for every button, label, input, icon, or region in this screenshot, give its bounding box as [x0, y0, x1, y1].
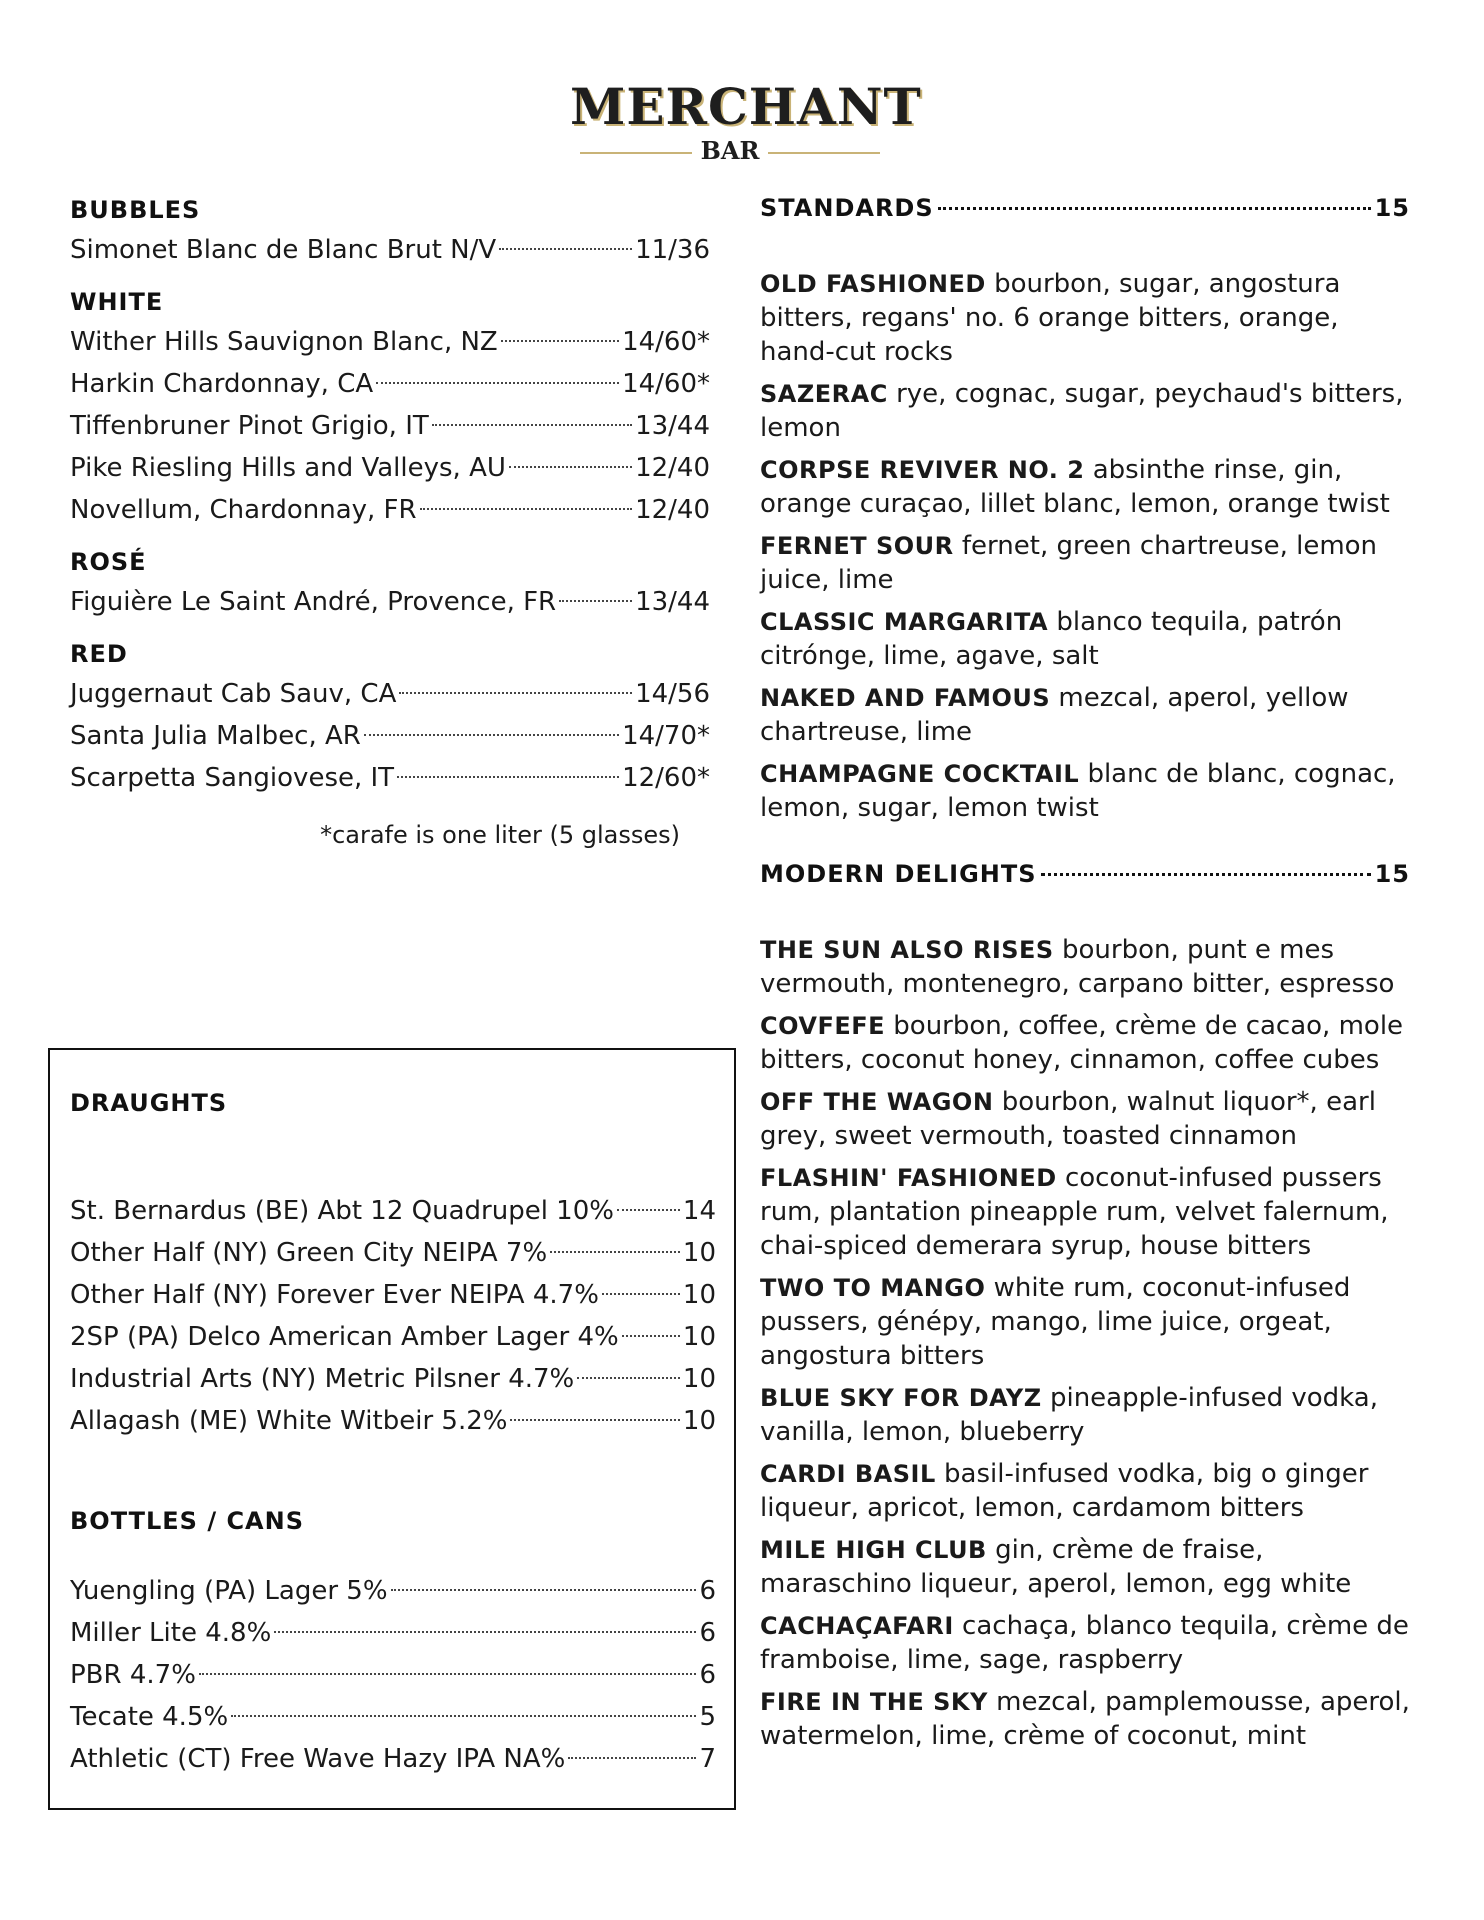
cocktail-item — [760, 377, 1410, 445]
cocktail-desc: bourbon, punt e mes vermouth, montenegro, carpano bitter, espresso — [760, 935, 1395, 999]
item-price: 12/40 — [635, 453, 710, 483]
category-price: 15 — [1374, 194, 1410, 222]
logo-sub — [570, 136, 890, 166]
dot-leader — [499, 248, 632, 250]
cocktail-item — [760, 453, 1410, 521]
cocktail-name: CHAMPAGNE COCKTAIL — [760, 760, 1080, 788]
cocktail-desc: mezcal, aperol, yellow chartreuse, lime — [760, 683, 1349, 747]
dot-leader — [501, 340, 619, 342]
cocktail-item — [760, 933, 1410, 1001]
menu-line — [70, 1190, 716, 1232]
item-price: 10 — [682, 1322, 716, 1352]
menu-line — [70, 757, 710, 799]
item-price: 5 — [699, 1702, 716, 1732]
carafe-note: *carafe is one liter (5 glasses) — [320, 821, 680, 849]
item-price: 6 — [699, 1576, 716, 1606]
menu-line — [70, 363, 710, 405]
menu-line — [70, 581, 710, 623]
dot-leader — [622, 1335, 680, 1337]
cocktail-desc: absinthe rinse, gin, orange curaçao, lillet blanc, lemon, orange twist — [760, 455, 1390, 519]
item-price: 6 — [699, 1618, 716, 1648]
cocktail-name: FERNET SOUR — [760, 532, 954, 560]
cocktail-item — [760, 1161, 1410, 1263]
item-name: Santa Julia Malbec, AR — [70, 721, 361, 751]
wine-section-red — [70, 639, 710, 799]
cocktail-desc: bourbon, sugar, angostura bitters, regans' no. 6 orange bitters, orange, hand-cut rocks — [760, 269, 1341, 367]
cocktail-list — [760, 193, 1410, 1761]
item-name: Other Half (NY) Green City NEIPA 7% — [70, 1238, 548, 1268]
category-price: 15 — [1374, 860, 1410, 888]
item-price: 12/60* — [622, 763, 710, 793]
item-name: Yuengling (PA) Lager 5% — [70, 1576, 388, 1606]
dot-leader — [550, 1251, 680, 1253]
item-name: Pike Riesling Hills and Valleys, AU — [70, 453, 506, 483]
cocktail-item — [760, 1457, 1410, 1525]
dot-leader — [602, 1293, 680, 1295]
menu-line — [70, 229, 710, 271]
item-name: Novellum, Chardonnay, FR — [70, 495, 417, 525]
cocktail-item — [760, 1085, 1410, 1153]
item-name: Scarpetta Sangiovese, IT — [70, 763, 395, 793]
menu-line — [70, 1612, 716, 1654]
item-name: Allagash (ME) White Witbeir 5.2% — [70, 1406, 508, 1436]
item-price: 14/60* — [622, 327, 710, 357]
dot-leader — [559, 600, 632, 602]
dot-leader — [938, 207, 1371, 210]
cocktail-name: CLASSIC MARGARITA — [760, 608, 1049, 636]
cocktail-desc: blanco tequila, patrón citrónge, lime, agave, salt — [760, 607, 1343, 671]
dot-leader — [397, 776, 619, 778]
item-name: Industrial Arts (NY) Metric Pilsner 4.7% — [70, 1364, 575, 1394]
cocktail-item — [760, 605, 1410, 673]
cocktail-name: BLUE SKY FOR DAYZ — [760, 1384, 1042, 1412]
dot-leader — [391, 1589, 697, 1591]
item-price: 10 — [682, 1364, 716, 1394]
item-name: Tiffenbruner Pinot Grigio, IT — [70, 411, 429, 441]
cocktail-item — [760, 267, 1410, 369]
item-price: 13/44 — [635, 587, 710, 617]
item-name: Miller Lite 4.8% — [70, 1618, 272, 1648]
cocktail-desc: fernet, green chartreuse, lemon juice, lime — [760, 531, 1378, 595]
cocktail-desc: blanc de blanc, cognac, lemon, sugar, lemon twist — [760, 759, 1396, 823]
cocktail-name: CARDI BASIL — [760, 1460, 936, 1488]
bottles-heading: BOTTLES / CANS — [70, 1507, 304, 1535]
cocktail-name: MILE HIGH CLUB — [760, 1536, 987, 1564]
cocktail-desc: gin, crème de fraise, maraschino liqueur, aperol, lemon, egg white — [760, 1535, 1352, 1599]
cocktail-desc: cachaça, blanco tequila, crème de framboise, lime, sage, raspberry — [760, 1611, 1409, 1675]
item-name: Tecate 4.5% — [70, 1702, 229, 1732]
cocktail-desc: white rum, coconut-infused pussers, génépy, mango, lime juice, orgeat, angostura bitters — [760, 1273, 1351, 1371]
wine-section-rose — [70, 547, 710, 623]
logo-subtitle: BAR — [700, 136, 760, 165]
item-price: 10 — [682, 1406, 716, 1436]
dot-leader — [432, 424, 632, 426]
logo-title: MERCHANT — [570, 77, 922, 136]
cocktail-item — [760, 1533, 1410, 1601]
dot-leader — [577, 1377, 680, 1379]
item-name: Athletic (CT) Free Wave Hazy IPA NA% — [70, 1744, 566, 1774]
standards-heading — [760, 193, 1410, 223]
menu-line — [70, 1400, 716, 1442]
cocktail-desc: bourbon, coffee, crème de cacao, mole bitters, coconut honey, cinnamon, coffee cubes — [760, 1011, 1404, 1075]
cocktail-item — [760, 1381, 1410, 1449]
dot-leader — [399, 692, 632, 694]
wine-list — [70, 195, 710, 855]
menu-line — [70, 1232, 716, 1274]
dot-leader — [420, 508, 633, 510]
item-name: Other Half (NY) Forever Ever NEIPA 4.7% — [70, 1280, 599, 1310]
item-price: 10 — [682, 1238, 716, 1268]
section-heading: RED — [70, 640, 128, 668]
cocktail-item — [760, 757, 1410, 825]
menu-line — [70, 489, 710, 531]
item-price: 12/40 — [635, 495, 710, 525]
item-price: 11/36 — [635, 235, 710, 265]
modern-heading — [760, 859, 1410, 889]
cocktail-desc: coconut-infused pussers rum, plantation pineapple rum, velvet falernum, chai-spiced demerara syrup, house bitters — [760, 1163, 1389, 1261]
menu-line — [70, 1654, 716, 1696]
cocktail-name: NAKED AND FAMOUS — [760, 684, 1051, 712]
menu-line — [70, 405, 710, 447]
cocktail-name: COVFEFE — [760, 1012, 886, 1040]
cocktail-item — [760, 1609, 1410, 1677]
item-price: 14 — [682, 1196, 716, 1226]
cocktail-desc: rye, cognac, sugar, peychaud's bitters, lemon — [760, 379, 1404, 443]
item-price: 14/70* — [622, 721, 710, 751]
category-title: STANDARDS — [760, 194, 934, 222]
category-title: MODERN DELIGHTS — [760, 860, 1037, 888]
dot-leader — [568, 1757, 696, 1759]
dot-leader — [1041, 873, 1371, 876]
item-name: St. Bernardus (BE) Abt 12 Quadrupel 10% — [70, 1196, 614, 1226]
dot-leader — [364, 734, 619, 736]
cocktail-desc: pineapple-infused vodka, vanilla, lemon, blueberry — [760, 1383, 1378, 1447]
beer-box — [48, 1048, 736, 1810]
dot-leader — [510, 1419, 679, 1421]
cocktail-desc: basil-infused vodka, big o ginger liqueur, apricot, lemon, cardamom bitters — [760, 1459, 1369, 1523]
dot-leader — [376, 382, 619, 384]
dot-leader — [274, 1631, 696, 1633]
draughts-heading: DRAUGHTS — [70, 1089, 228, 1117]
item-name: Harkin Chardonnay, CA — [70, 369, 374, 399]
item-price: 7 — [699, 1744, 716, 1774]
section-heading: ROSÉ — [70, 548, 147, 576]
menu-line — [70, 715, 710, 757]
cocktail-item — [760, 1009, 1410, 1077]
logo-divider-right — [768, 152, 880, 154]
dot-leader — [617, 1209, 680, 1211]
menu-line — [70, 1358, 716, 1400]
item-name: Simonet Blanc de Blanc Brut N/V — [70, 235, 497, 265]
wine-section-bubbles — [70, 195, 710, 271]
item-price: 6 — [699, 1660, 716, 1690]
cocktail-name: OLD FASHIONED — [760, 270, 986, 298]
cocktail-name: TWO TO MANGO — [760, 1274, 986, 1302]
cocktail-desc: mezcal, pamplemousse, aperol, watermelon, lime, crème of coconut, mint — [760, 1687, 1410, 1751]
cocktail-item — [760, 1685, 1410, 1753]
item-name: PBR 4.7% — [70, 1660, 196, 1690]
wine-section-white — [70, 287, 710, 531]
menu-line — [70, 1738, 716, 1780]
item-name: Juggernaut Cab Sauv, CA — [70, 679, 397, 709]
cocktail-name: CACHAÇAFARI — [760, 1612, 954, 1640]
item-name: Figuière Le Saint André, Provence, FR — [70, 587, 557, 617]
cocktail-name: CORPSE REVIVER NO. 2 — [760, 456, 1085, 484]
dot-leader — [509, 466, 632, 468]
cocktail-name: THE SUN ALSO RISES — [760, 936, 1054, 964]
item-name: Wither Hills Sauvignon Blanc, NZ — [70, 327, 498, 357]
item-price: 10 — [682, 1280, 716, 1310]
cocktail-name: OFF THE WAGON — [760, 1088, 994, 1116]
item-price: 13/44 — [635, 411, 710, 441]
merchant-bar-logo — [570, 77, 922, 170]
item-name: 2SP (PA) Delco American Amber Lager 4% — [70, 1322, 619, 1352]
item-price: 14/60* — [622, 369, 710, 399]
cocktail-item — [760, 1271, 1410, 1373]
menu-line — [70, 1274, 716, 1316]
menu-line — [70, 673, 710, 715]
dot-leader — [231, 1715, 696, 1717]
menu-line — [70, 321, 710, 363]
menu-line — [70, 1570, 716, 1612]
cocktail-item — [760, 681, 1410, 749]
cocktail-name: SAZERAC — [760, 380, 888, 408]
cocktail-item — [760, 529, 1410, 597]
menu-line — [70, 1696, 716, 1738]
cocktail-name: FIRE IN THE SKY — [760, 1688, 988, 1716]
menu-line — [70, 1316, 716, 1358]
cocktail-name: FLASHIN' FASHIONED — [760, 1164, 1057, 1192]
item-price: 14/56 — [635, 679, 710, 709]
cocktail-desc: bourbon, walnut liquor*, earl grey, sweet vermouth, toasted cinnamon — [760, 1087, 1376, 1151]
menu-line — [70, 447, 710, 489]
dot-leader — [199, 1673, 697, 1675]
section-heading: WHITE — [70, 288, 164, 316]
section-heading: BUBBLES — [70, 196, 201, 224]
